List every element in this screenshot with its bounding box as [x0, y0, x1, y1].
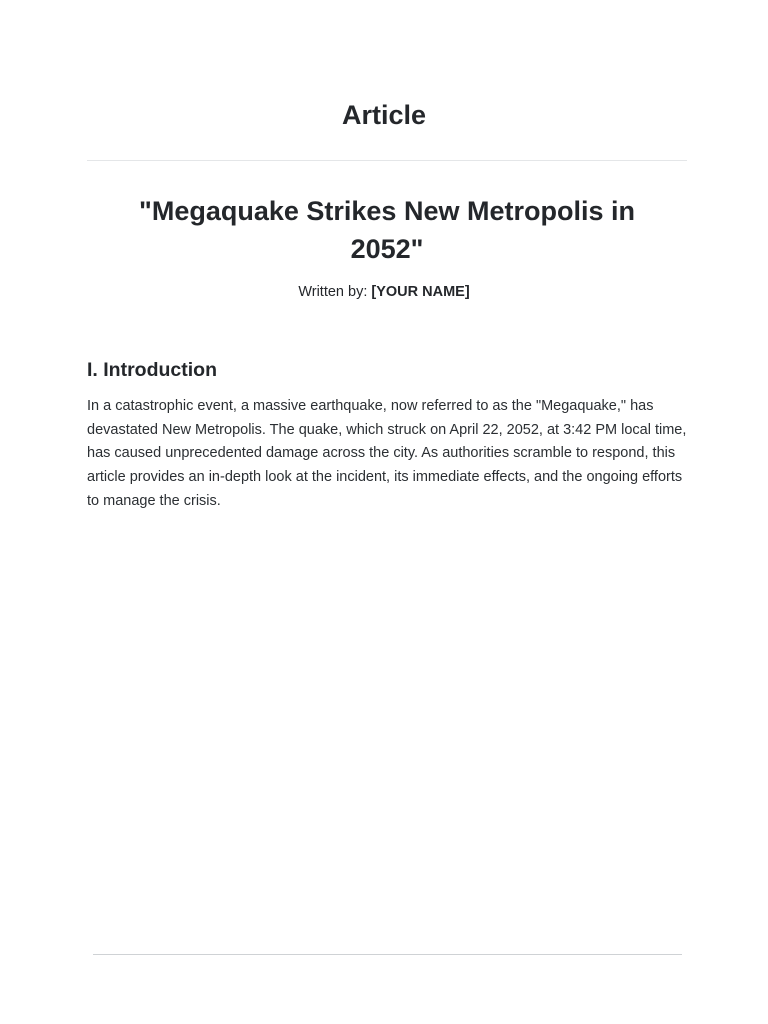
section-body-introduction: In a catastrophic event, a massive earthquake, now referred to as the "Megaquake," has devastated New Metropolis. The quake, which struck on April 22, 2052, at 3:42 PM local time, has caused unprecedented damage across the city. As authorities scramble to respond, this article provides an in-depth look at the incident, its immediate effects, and the ongoing efforts to manage the crisis. [87, 398, 687, 509]
header-divider [87, 160, 687, 161]
article-title: "Megaquake Strikes New Metropolis in 2052" [139, 196, 635, 264]
section-heading-introduction: I. Introduction [87, 359, 217, 381]
author-name: [YOUR NAME] [371, 284, 470, 300]
document-type-label: Article [341, 100, 427, 130]
byline-prefix: Written by: [298, 284, 372, 300]
footer-divider [93, 954, 682, 955]
byline [0, 282, 768, 302]
